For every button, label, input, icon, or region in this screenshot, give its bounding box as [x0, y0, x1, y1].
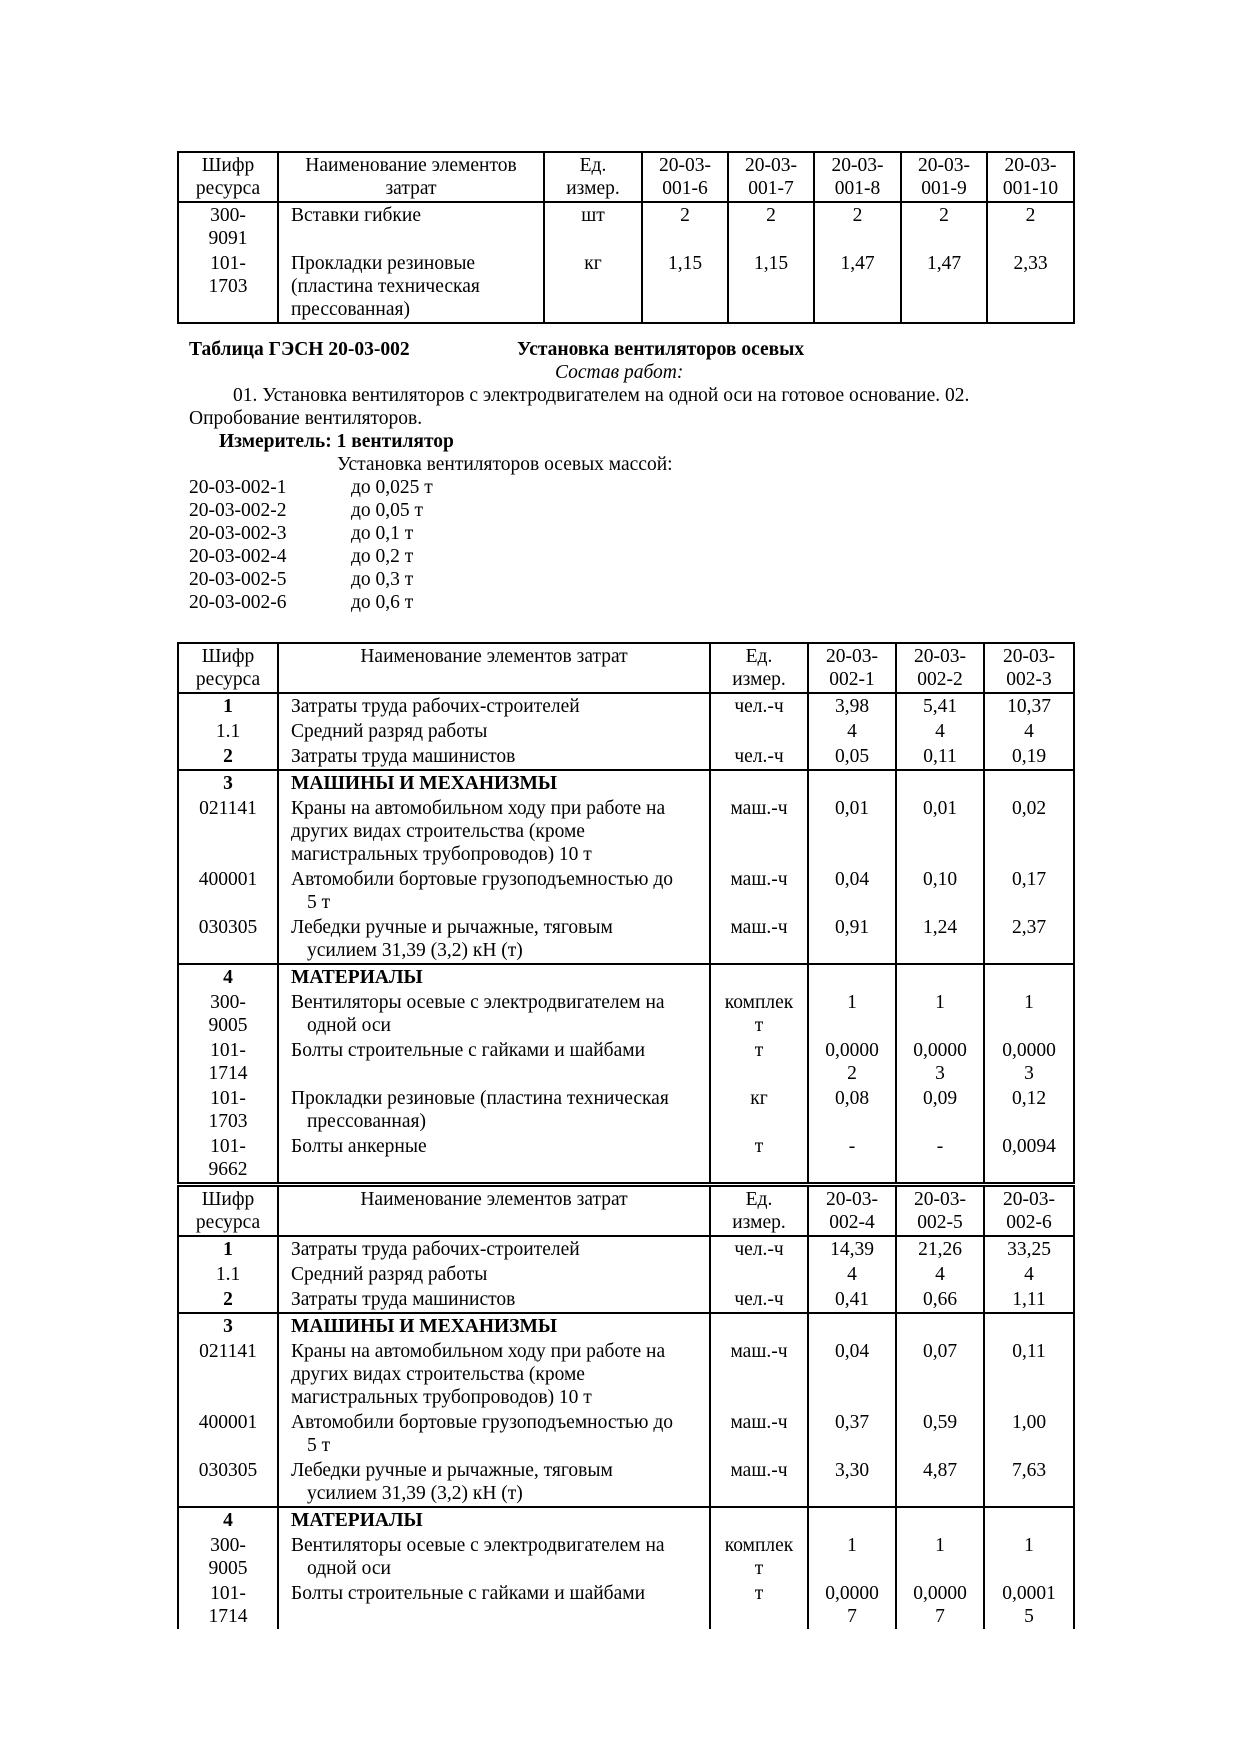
row-value: 2 — [642, 202, 728, 251]
row-name: Прокладки резиновые (пластина техническая прессованная) — [278, 1086, 710, 1134]
header-code: Шифр ресурса — [178, 1186, 278, 1236]
table-row — [178, 1458, 1074, 1507]
items-subtitle: Установка вентиляторов осевых массой: — [337, 454, 673, 475]
row-unit: маш.-ч — [710, 1339, 808, 1410]
row-value: 1,47 — [901, 251, 987, 323]
row-value: 0,09 — [896, 1086, 984, 1134]
table-row — [178, 202, 1074, 251]
row-code: 021141 — [178, 796, 278, 867]
item-code: 20-03-002-5 — [189, 569, 287, 590]
row-name: Вентиляторы осевые с электродвигателем на одной оси — [278, 990, 710, 1038]
row-value: 4 — [984, 719, 1074, 744]
header-col: 20-03- 002-6 — [984, 1186, 1074, 1236]
row-value: 0,11 — [984, 1339, 1074, 1410]
row-value: 1,15 — [642, 251, 728, 323]
header-name: Наименование элементов затрат — [278, 152, 544, 202]
row-value: 1,47 — [814, 251, 901, 323]
table-header-row — [178, 643, 1074, 693]
row-value: 4 — [808, 719, 896, 744]
section-title: МАТЕРИАЛЫ — [278, 1507, 710, 1533]
row-value: - — [808, 1134, 896, 1183]
row-unit: маш.-ч — [710, 796, 808, 867]
item-code: 20-03-002-3 — [189, 523, 287, 544]
item-text: до 0,025 т — [351, 477, 433, 498]
header-unit: Ед. измер. — [544, 152, 642, 202]
section-title: МАШИНЫ И МЕХАНИЗМЫ — [278, 770, 710, 796]
row-value: 5,41 — [896, 693, 984, 719]
row-value: 0,0000 2 — [808, 1038, 896, 1086]
row-name: Затраты труда машинистов — [278, 744, 710, 770]
row-unit: чел.-ч — [710, 693, 808, 719]
row-value: 1,15 — [728, 251, 814, 323]
row-code: 300- 9005 — [178, 990, 278, 1038]
row-value: 1 — [896, 1533, 984, 1581]
row-name: Затраты труда рабочих-строителей — [278, 1236, 710, 1262]
row-code: 1 — [178, 693, 278, 719]
header-col: 20-03- 002-1 — [808, 643, 896, 693]
row-unit: т — [710, 1134, 808, 1183]
row-unit: комплек т — [710, 990, 808, 1038]
row-value: 0,01 — [808, 796, 896, 867]
row-code: 101- 1703 — [178, 1086, 278, 1134]
row-name: Затраты труда рабочих-строителей — [278, 693, 710, 719]
row-value: 0,0000 7 — [808, 1581, 896, 1629]
row-name: Лебедки ручные и рычажные, тяговым усилием 31,39 (3,2) кН (т) — [278, 915, 710, 964]
row-value: 3,30 — [808, 1458, 896, 1507]
row-unit: чел.-ч — [710, 1236, 808, 1262]
header-unit: Ед. измер. — [710, 643, 808, 693]
item-text: до 0,05 т — [351, 500, 424, 521]
table-row — [178, 744, 1074, 770]
table-row — [178, 251, 1074, 323]
composition-line-2: Опробование вентиляторов. — [189, 408, 423, 429]
row-name: Болты строительные с гайками и шайбами — [278, 1038, 710, 1086]
row-code: 300- 9005 — [178, 1533, 278, 1581]
table-row — [178, 796, 1074, 867]
row-unit — [710, 1262, 808, 1287]
row-value: 1 — [808, 990, 896, 1038]
row-code: 400001 — [178, 867, 278, 915]
table-title: Установка вентиляторов осевых — [517, 339, 805, 360]
header-col: 20-03- 001-7 — [728, 152, 814, 202]
row-value: 0,10 — [896, 867, 984, 915]
row-value: 0,37 — [808, 1410, 896, 1458]
row-value: 0,91 — [808, 915, 896, 964]
table-row — [178, 1581, 1074, 1629]
resource-table-001 — [177, 151, 1075, 324]
table-row — [178, 1533, 1074, 1581]
row-value: 4 — [808, 1262, 896, 1287]
item-code: 20-03-002-4 — [189, 546, 287, 567]
row-code: 021141 — [178, 1339, 278, 1410]
row-value: 1,11 — [984, 1287, 1074, 1313]
row-code: 400001 — [178, 1410, 278, 1458]
header-col: 20-03- 001-10 — [987, 152, 1074, 202]
row-value: 0,0000 7 — [896, 1581, 984, 1629]
row-value: 2 — [728, 202, 814, 251]
table-row — [178, 1134, 1074, 1183]
row-unit: маш.-ч — [710, 1458, 808, 1507]
row-code: 1.1 — [178, 1262, 278, 1287]
table-row — [178, 990, 1074, 1038]
row-name: Краны на автомобильном ходу при работе на других видах строительства (кроме магистральных трубопроводов) 10 т — [278, 796, 710, 867]
table-row — [178, 1086, 1074, 1134]
meter: Измеритель: 1 вентилятор — [219, 431, 454, 452]
resource-table-002-a — [177, 642, 1075, 1184]
section-title: МАТЕРИАЛЫ — [278, 964, 710, 990]
item-text: до 0,6 т — [351, 592, 414, 613]
row-value: 0,01 — [896, 796, 984, 867]
row-code: 2 — [178, 1287, 278, 1313]
row-value: 0,17 — [984, 867, 1074, 915]
table-row — [178, 1038, 1074, 1086]
row-code: 101- 1703 — [178, 251, 278, 323]
row-code: 4 — [178, 1507, 278, 1533]
row-unit: кг — [710, 1086, 808, 1134]
row-code: 3 — [178, 770, 278, 796]
row-unit: шт — [544, 202, 642, 251]
row-value: 1,00 — [984, 1410, 1074, 1458]
row-value: 0,0094 — [984, 1134, 1074, 1183]
row-value: 0,04 — [808, 1339, 896, 1410]
row-value: 2 — [814, 202, 901, 251]
composition-line-1: 01. Установка вентиляторов с электродвигателем на одной оси на готовое основание. 02. — [233, 385, 970, 406]
row-value: 1 — [984, 990, 1074, 1038]
composition-title: Состав работ: — [555, 362, 684, 383]
row-value: 0,59 — [896, 1410, 984, 1458]
header-col: 20-03- 002-4 — [808, 1186, 896, 1236]
item-text: до 0,2 т — [351, 546, 414, 567]
row-value: 21,26 — [896, 1236, 984, 1262]
row-value: 0,11 — [896, 744, 984, 770]
row-name: Средний разряд работы — [278, 719, 710, 744]
row-name: Прокладки резиновые (пластина техническая прессованная) — [278, 251, 544, 323]
row-value: 2,33 — [987, 251, 1074, 323]
row-value: 1 — [984, 1533, 1074, 1581]
row-code: 2 — [178, 744, 278, 770]
row-name: Автомобили бортовые грузоподъемностью до 5 т — [278, 867, 710, 915]
row-value: 0,0000 3 — [984, 1038, 1074, 1086]
row-value: 4 — [896, 1262, 984, 1287]
row-name: Вентиляторы осевые с электродвигателем на одной оси — [278, 1533, 710, 1581]
row-value: 1 — [896, 990, 984, 1038]
header-col: 20-03- 001-9 — [901, 152, 987, 202]
row-value: 2 — [987, 202, 1074, 251]
table-row — [178, 1339, 1074, 1410]
item-code: 20-03-002-6 — [189, 592, 287, 613]
row-value: 4 — [984, 1262, 1074, 1287]
table-header-row — [178, 152, 1074, 202]
row-code: 4 — [178, 964, 278, 990]
row-value: 7,63 — [984, 1458, 1074, 1507]
section-row-machines — [178, 1313, 1074, 1339]
row-code: 101- 9662 — [178, 1134, 278, 1183]
row-value: 0,08 — [808, 1086, 896, 1134]
table-row — [178, 719, 1074, 744]
row-unit: т — [710, 1038, 808, 1086]
header-col: 20-03- 001-8 — [814, 152, 901, 202]
table-header-row — [178, 1186, 1074, 1236]
row-value: 0,0001 5 — [984, 1581, 1074, 1629]
item-code: 20-03-002-2 — [189, 500, 287, 521]
row-value: 33,25 — [984, 1236, 1074, 1262]
header-col: 20-03- 001-6 — [642, 152, 728, 202]
row-name: Болты строительные с гайками и шайбами — [278, 1581, 710, 1629]
item-text: до 0,3 т — [351, 569, 414, 590]
row-unit: чел.-ч — [710, 1287, 808, 1313]
row-code: 030305 — [178, 915, 278, 964]
row-code: 101- 1714 — [178, 1038, 278, 1086]
row-value: 0,07 — [896, 1339, 984, 1410]
row-name: Болты анкерные — [278, 1134, 710, 1183]
row-value: 0,04 — [808, 867, 896, 915]
row-name: Лебедки ручные и рычажные, тяговым усилием 31,39 (3,2) кН (т) — [278, 1458, 710, 1507]
resource-table-002-b — [177, 1185, 1075, 1629]
table-row — [178, 867, 1074, 915]
table-row — [178, 693, 1074, 719]
row-value: 4,87 — [896, 1458, 984, 1507]
row-value: 4 — [896, 719, 984, 744]
row-name: Средний разряд работы — [278, 1262, 710, 1287]
row-value: 0,05 — [808, 744, 896, 770]
table-row — [178, 1262, 1074, 1287]
header-col: 20-03- 002-2 — [896, 643, 984, 693]
header-name: Наименование элементов затрат — [278, 643, 710, 693]
item-text: до 0,1 т — [351, 523, 414, 544]
section-row-machines — [178, 770, 1074, 796]
row-value: - — [896, 1134, 984, 1183]
row-unit: маш.-ч — [710, 1410, 808, 1458]
row-value: 1,24 — [896, 915, 984, 964]
row-value: 0,12 — [984, 1086, 1074, 1134]
row-value: 10,37 — [984, 693, 1074, 719]
row-value: 14,39 — [808, 1236, 896, 1262]
item-code: 20-03-002-1 — [189, 477, 287, 498]
header-col: 20-03- 002-5 — [896, 1186, 984, 1236]
row-value: 0,66 — [896, 1287, 984, 1313]
section-row-materials — [178, 964, 1074, 990]
row-name: Вставки гибкие — [278, 202, 544, 251]
row-value: 0,02 — [984, 796, 1074, 867]
header-code: Шифр ресурса — [178, 643, 278, 693]
row-name: Автомобили бортовые грузоподъемностью до 5 т — [278, 1410, 710, 1458]
header-col: 20-03- 002-3 — [984, 643, 1074, 693]
header-code: Шифр ресурса — [178, 152, 278, 202]
row-unit: комплек т — [710, 1533, 808, 1581]
row-unit: маш.-ч — [710, 915, 808, 964]
row-unit: кг — [544, 251, 642, 323]
header-unit: Ед. измер. — [710, 1186, 808, 1236]
section-row-materials — [178, 1507, 1074, 1533]
header-name: Наименование элементов затрат — [278, 1186, 710, 1236]
row-unit — [710, 719, 808, 744]
row-value: 0,19 — [984, 744, 1074, 770]
table-row — [178, 1410, 1074, 1458]
row-value: 1 — [808, 1533, 896, 1581]
row-value: 0,41 — [808, 1287, 896, 1313]
table-row — [178, 915, 1074, 964]
row-code: 3 — [178, 1313, 278, 1339]
row-code: 1 — [178, 1236, 278, 1262]
row-name: Краны на автомобильном ходу при работе на других видах строительства (кроме магистральных трубопроводов) 10 т — [278, 1339, 710, 1410]
table-row — [178, 1287, 1074, 1313]
row-name: Затраты труда машинистов — [278, 1287, 710, 1313]
section-title: МАШИНЫ И МЕХАНИЗМЫ — [278, 1313, 710, 1339]
row-code: 101- 1714 — [178, 1581, 278, 1629]
row-value: 2,37 — [984, 915, 1074, 964]
row-value: 0,0000 3 — [896, 1038, 984, 1086]
row-unit: т — [710, 1581, 808, 1629]
row-value: 2 — [901, 202, 987, 251]
row-value: 3,98 — [808, 693, 896, 719]
row-unit: маш.-ч — [710, 867, 808, 915]
table-label: Таблица ГЭСН 20-03-002 — [189, 339, 410, 360]
row-unit: чел.-ч — [710, 744, 808, 770]
row-code: 300- 9091 — [178, 202, 278, 251]
row-code: 030305 — [178, 1458, 278, 1507]
row-code: 1.1 — [178, 719, 278, 744]
table-row — [178, 1236, 1074, 1262]
